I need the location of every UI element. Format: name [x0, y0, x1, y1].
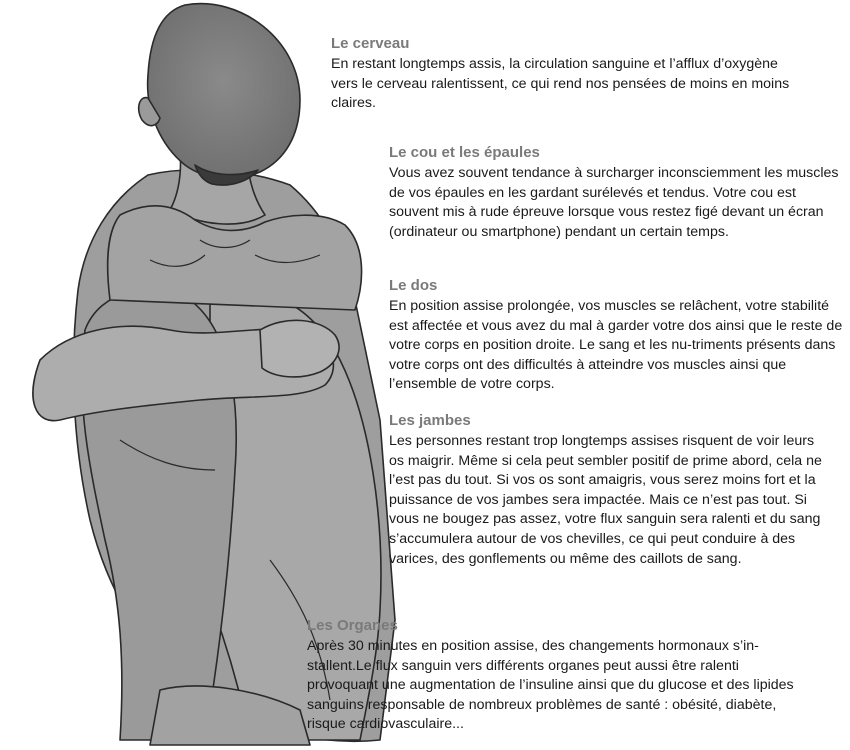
section-text-dos: En position assise prolongée, vos muscles se relâchent, votre stabilité est affectée et vous avez du mal à garder votre dos ainsi que le reste de votre corps en position droite. Le sang et les nu-triments présents dans votre corps ont des difficultés à atteindre vos muscles ainsi que l’ensemble de votre corps. — [389, 298, 843, 393]
head-shape — [148, 4, 300, 179]
section-title-cou-epaules: Le cou et les épaules — [389, 144, 540, 161]
hand-shape — [260, 320, 339, 377]
section-title-dos: Le dos — [389, 277, 438, 294]
section-jambes — [389, 411, 829, 569]
section-title-organes: Les Organes — [307, 617, 398, 634]
section-text-cerveau: En restant longtemps assis, la circulation sanguine et l’afflux d’oxygène vers le cerveau ralentissent, ce qui rend nos pensées de moins en moins claires. — [331, 56, 790, 112]
section-text-jambes: Les personnes restant trop longtemps assises risquent de voir leurs os maigrir. Même si cela peut sembler positif de prime abord, cela ne l’est pas du tout. Si vos os sont amaigris, vous serez moins fort et la puissance de vos jambes sera impactée. Mais ce n’est pas tout. Si vous ne bougez pas assez, votre flux sanguin sera ralenti et du sang s’accumulera autour de vos chevilles, ce qui peut conduire à des varices, des gonflements ou même des caillots de sang. — [389, 433, 822, 567]
section-dos — [389, 276, 844, 395]
section-text-organes: Après 30 minutes en position assise, des changements hormonaux s’in-stallent.Le flux sanguin vers différents organes peut aussi être ralenti provoquant une augmentation de l’insuline ainsi que du glucose et des lipides sanguins responsable de nombreux problèmes de santé : obésité, diabète, risque cardiovasculaire... — [307, 638, 794, 733]
section-organes — [307, 616, 812, 735]
section-title-cerveau: Le cerveau — [331, 35, 410, 52]
section-title-jambes: Les jambes — [389, 412, 471, 429]
section-text-cou-epaules: Vous avez souvent tendance à surcharger inconsciemment les muscles de vos épaules en les gardant surélevés et tendus. Votre cou est souvent mis à rude épreuve lorsque vous restez figé devant un écran (ordinateur ou smartphone) pendant un certain temps. — [389, 165, 839, 240]
section-cerveau — [331, 34, 801, 114]
section-cou-epaules — [389, 143, 839, 242]
